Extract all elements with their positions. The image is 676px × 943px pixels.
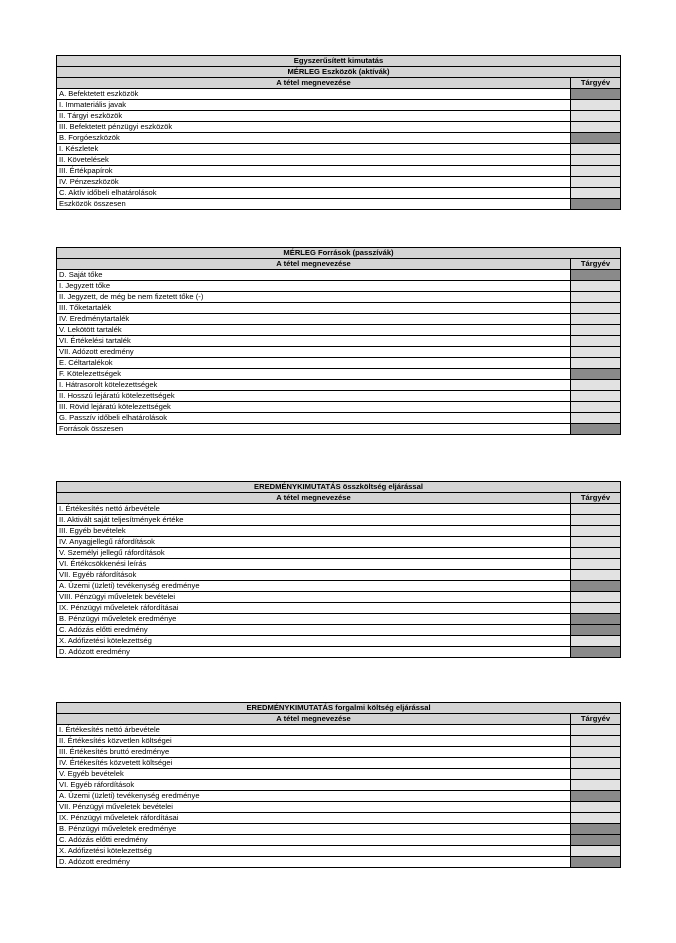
table-row (57, 736, 621, 747)
row-value-cell[interactable] (571, 133, 621, 144)
row-label: III. Egyéb bevételek (57, 526, 571, 537)
table-row (57, 725, 621, 736)
table-title: MÉRLEG Eszközök (aktívák) (57, 67, 621, 78)
row-value-cell[interactable] (571, 199, 621, 210)
row-label: V. Lekötött tartalék (57, 325, 571, 336)
row-value-cell[interactable] (571, 314, 621, 325)
table-row (57, 758, 621, 769)
table-row (57, 336, 621, 347)
table-row (57, 402, 621, 413)
row-value-cell[interactable] (571, 413, 621, 424)
row-label: VIII. Pénzügyi műveletek bevételei (57, 592, 571, 603)
column-header-row (57, 714, 621, 725)
row-label: V. Személyi jellegű ráfordítások (57, 548, 571, 559)
row-value-cell[interactable] (571, 548, 621, 559)
row-label: VII. Adózott eredmény (57, 347, 571, 358)
row-label: III. Befektetett pénzügyi eszközök (57, 122, 571, 133)
table-row (57, 780, 621, 791)
table-row (57, 570, 621, 581)
row-label: C. Adózás előtti eredmény (57, 625, 571, 636)
row-value-cell[interactable] (571, 736, 621, 747)
row-value-cell[interactable] (571, 725, 621, 736)
table-row (57, 791, 621, 802)
table-row (57, 270, 621, 281)
table-row (57, 813, 621, 824)
table-row (57, 625, 621, 636)
row-label: X. Adófizetési kötelezettség (57, 636, 571, 647)
row-value-cell[interactable] (571, 111, 621, 122)
row-label: IX. Pénzügyi műveletek ráfordításai (57, 813, 571, 824)
row-label: III. Tőketartalék (57, 303, 571, 314)
table-title: EREDMÉNYKIMUTATÁS összköltség eljárással (57, 482, 621, 493)
table-row (57, 548, 621, 559)
table-row (57, 559, 621, 570)
row-label: I. Jegyzett tőke (57, 281, 571, 292)
row-value-cell[interactable] (571, 581, 621, 592)
row-value-cell[interactable] (571, 835, 621, 846)
row-label: D. Saját tőke (57, 270, 571, 281)
row-value-cell[interactable] (571, 380, 621, 391)
table-row (57, 166, 621, 177)
row-label: A. Befektetett eszközök (57, 89, 571, 100)
row-value-cell[interactable] (571, 166, 621, 177)
table-row (57, 314, 621, 325)
row-label: D. Adózott eredmény (57, 647, 571, 658)
column-header-current-year: Tárgyév (571, 259, 621, 270)
row-value-cell[interactable] (571, 769, 621, 780)
table-row (57, 636, 621, 647)
table-row (57, 526, 621, 537)
income-total-cost-table (56, 481, 621, 658)
row-label: IV. Eredménytartalék (57, 314, 571, 325)
row-label: II. Értékesítés közvetlen költségei (57, 736, 571, 747)
row-label: IV. Pénzeszközök (57, 177, 571, 188)
table-row (57, 824, 621, 835)
row-value-cell[interactable] (571, 570, 621, 581)
table-row (57, 424, 621, 435)
row-value-cell[interactable] (571, 780, 621, 791)
table-row (57, 347, 621, 358)
row-value-cell[interactable] (571, 526, 621, 537)
row-value-cell[interactable] (571, 647, 621, 658)
row-value-cell[interactable] (571, 369, 621, 380)
table-row (57, 199, 621, 210)
table-row (57, 515, 621, 526)
row-value-cell[interactable] (571, 636, 621, 647)
table-row (57, 603, 621, 614)
row-value-cell[interactable] (571, 846, 621, 857)
table-row (57, 769, 621, 780)
table-row (57, 144, 621, 155)
table-title-row (57, 703, 621, 714)
row-label: IV. Értékesítés közvetett költségei (57, 758, 571, 769)
row-value-cell[interactable] (571, 592, 621, 603)
row-value-cell[interactable] (571, 791, 621, 802)
income-turnover-cost-table (56, 702, 621, 868)
row-label: B. Pénzügyi műveletek eredménye (57, 614, 571, 625)
row-value-cell[interactable] (571, 303, 621, 314)
row-label: F. Kötelezettségek (57, 369, 571, 380)
table-row (57, 89, 621, 100)
table-title: Egyszerűsített kimutatás (57, 56, 621, 67)
column-header-item-name: A tétel megnevezése (57, 259, 571, 270)
assets-table (56, 55, 621, 210)
table-row (57, 155, 621, 166)
table-row (57, 281, 621, 292)
row-value-cell[interactable] (571, 402, 621, 413)
row-label: I. Készletek (57, 144, 571, 155)
row-label: III. Értékpapírok (57, 166, 571, 177)
table-row (57, 358, 621, 369)
table-title-row (57, 482, 621, 493)
row-label: III. Értékesítés bruttó eredménye (57, 747, 571, 758)
table-row (57, 747, 621, 758)
table-row (57, 100, 621, 111)
row-value-cell[interactable] (571, 758, 621, 769)
table-row (57, 369, 621, 380)
row-value-cell[interactable] (571, 747, 621, 758)
row-value-cell[interactable] (571, 824, 621, 835)
row-label: VI. Értékelési tartalék (57, 336, 571, 347)
row-label: G. Passzív időbeli elhatárolások (57, 413, 571, 424)
table-title: EREDMÉNYKIMUTATÁS forgalmi költség eljárással (57, 703, 621, 714)
row-label: A. Üzemi (üzleti) tevékenység eredménye (57, 581, 571, 592)
row-value-cell[interactable] (571, 391, 621, 402)
row-label: II. Tárgyi eszközök (57, 111, 571, 122)
row-label: I. Értékesítés nettó árbevétele (57, 725, 571, 736)
row-value-cell[interactable] (571, 603, 621, 614)
row-label: III. Rövid lejáratú kötelezettségek (57, 402, 571, 413)
row-label: I. Értékesítés nettó árbevétele (57, 504, 571, 515)
table-row (57, 133, 621, 144)
row-label: D. Adózott eredmény (57, 857, 571, 868)
table-row (57, 391, 621, 402)
table-title-row (57, 56, 621, 67)
row-value-cell[interactable] (571, 347, 621, 358)
row-label: II. Jegyzett, de még be nem fizetett tőke (-) (57, 292, 571, 303)
row-label: B. Pénzügyi műveletek eredménye (57, 824, 571, 835)
row-value-cell[interactable] (571, 802, 621, 813)
column-header-current-year: Tárgyév (571, 78, 621, 89)
row-label: II. Aktivált saját teljesítmények értéke (57, 515, 571, 526)
row-value-cell[interactable] (571, 270, 621, 281)
row-value-cell[interactable] (571, 122, 621, 133)
assets-table-body (57, 56, 621, 210)
row-value-cell[interactable] (571, 857, 621, 868)
table-row (57, 614, 621, 625)
table-row (57, 177, 621, 188)
row-label: VI. Értékcsökkenési leírás (57, 559, 571, 570)
row-value-cell[interactable] (571, 155, 621, 166)
table-title-row (57, 67, 621, 78)
row-label: Eszközök összesen (57, 199, 571, 210)
row-value-cell[interactable] (571, 614, 621, 625)
table-row (57, 292, 621, 303)
row-label: IV. Anyagjellegű ráfordítások (57, 537, 571, 548)
table-row (57, 581, 621, 592)
column-header-item-name: A tétel megnevezése (57, 78, 571, 89)
table-row (57, 835, 621, 846)
row-value-cell[interactable] (571, 625, 621, 636)
liabilities-table-body (57, 248, 621, 435)
income-turnover-cost-table-body (57, 703, 621, 868)
row-value-cell[interactable] (571, 325, 621, 336)
row-label: E. Céltartalékok (57, 358, 571, 369)
table-row (57, 413, 621, 424)
row-label: VII. Egyéb ráfordítások (57, 570, 571, 581)
row-label: V. Egyéb bevételek (57, 769, 571, 780)
row-value-cell[interactable] (571, 89, 621, 100)
row-label: VII. Pénzügyi műveletek bevételei (57, 802, 571, 813)
column-header-row (57, 493, 621, 504)
row-label: X. Adófizetési kötelezettség (57, 846, 571, 857)
row-value-cell[interactable] (571, 177, 621, 188)
row-value-cell[interactable] (571, 292, 621, 303)
row-label: VI. Egyéb ráfordítások (57, 780, 571, 791)
row-value-cell[interactable] (571, 281, 621, 292)
table-row (57, 111, 621, 122)
row-value-cell[interactable] (571, 515, 621, 526)
table-row (57, 592, 621, 603)
row-value-cell[interactable] (571, 100, 621, 111)
column-header-row (57, 259, 621, 270)
row-label: Források összesen (57, 424, 571, 435)
row-label: C. Adózás előtti eredmény (57, 835, 571, 846)
row-value-cell[interactable] (571, 813, 621, 824)
table-row (57, 188, 621, 199)
liabilities-table (56, 247, 621, 435)
row-label: I. Immateriális javak (57, 100, 571, 111)
income-total-cost-table-body (57, 482, 621, 658)
table-row (57, 857, 621, 868)
row-label: II. Követelések (57, 155, 571, 166)
row-value-cell[interactable] (571, 424, 621, 435)
table-row (57, 647, 621, 658)
table-row (57, 303, 621, 314)
row-value-cell[interactable] (571, 336, 621, 347)
table-row (57, 380, 621, 391)
row-label: C. Aktív időbeli elhatárolások (57, 188, 571, 199)
row-value-cell[interactable] (571, 537, 621, 548)
table-row (57, 325, 621, 336)
table-row (57, 802, 621, 813)
table-row (57, 846, 621, 857)
column-header-current-year: Tárgyév (571, 493, 621, 504)
row-value-cell[interactable] (571, 504, 621, 515)
row-value-cell[interactable] (571, 559, 621, 570)
row-label: B. Forgóeszközök (57, 133, 571, 144)
row-value-cell[interactable] (571, 188, 621, 199)
column-header-row (57, 78, 621, 89)
row-label: A. Üzemi (üzleti) tevékenység eredménye (57, 791, 571, 802)
table-row (57, 504, 621, 515)
table-title-row (57, 248, 621, 259)
row-label: IX. Pénzügyi műveletek ráfordításai (57, 603, 571, 614)
table-row (57, 122, 621, 133)
row-label: I. Hátrasorolt kötelezettségek (57, 380, 571, 391)
row-value-cell[interactable] (571, 144, 621, 155)
column-header-item-name: A tétel megnevezése (57, 493, 571, 504)
table-row (57, 537, 621, 548)
column-header-current-year: Tárgyév (571, 714, 621, 725)
table-title: MÉRLEG Források (passzívák) (57, 248, 621, 259)
row-value-cell[interactable] (571, 358, 621, 369)
row-label: II. Hosszú lejáratú kötelezettségek (57, 391, 571, 402)
column-header-item-name: A tétel megnevezése (57, 714, 571, 725)
